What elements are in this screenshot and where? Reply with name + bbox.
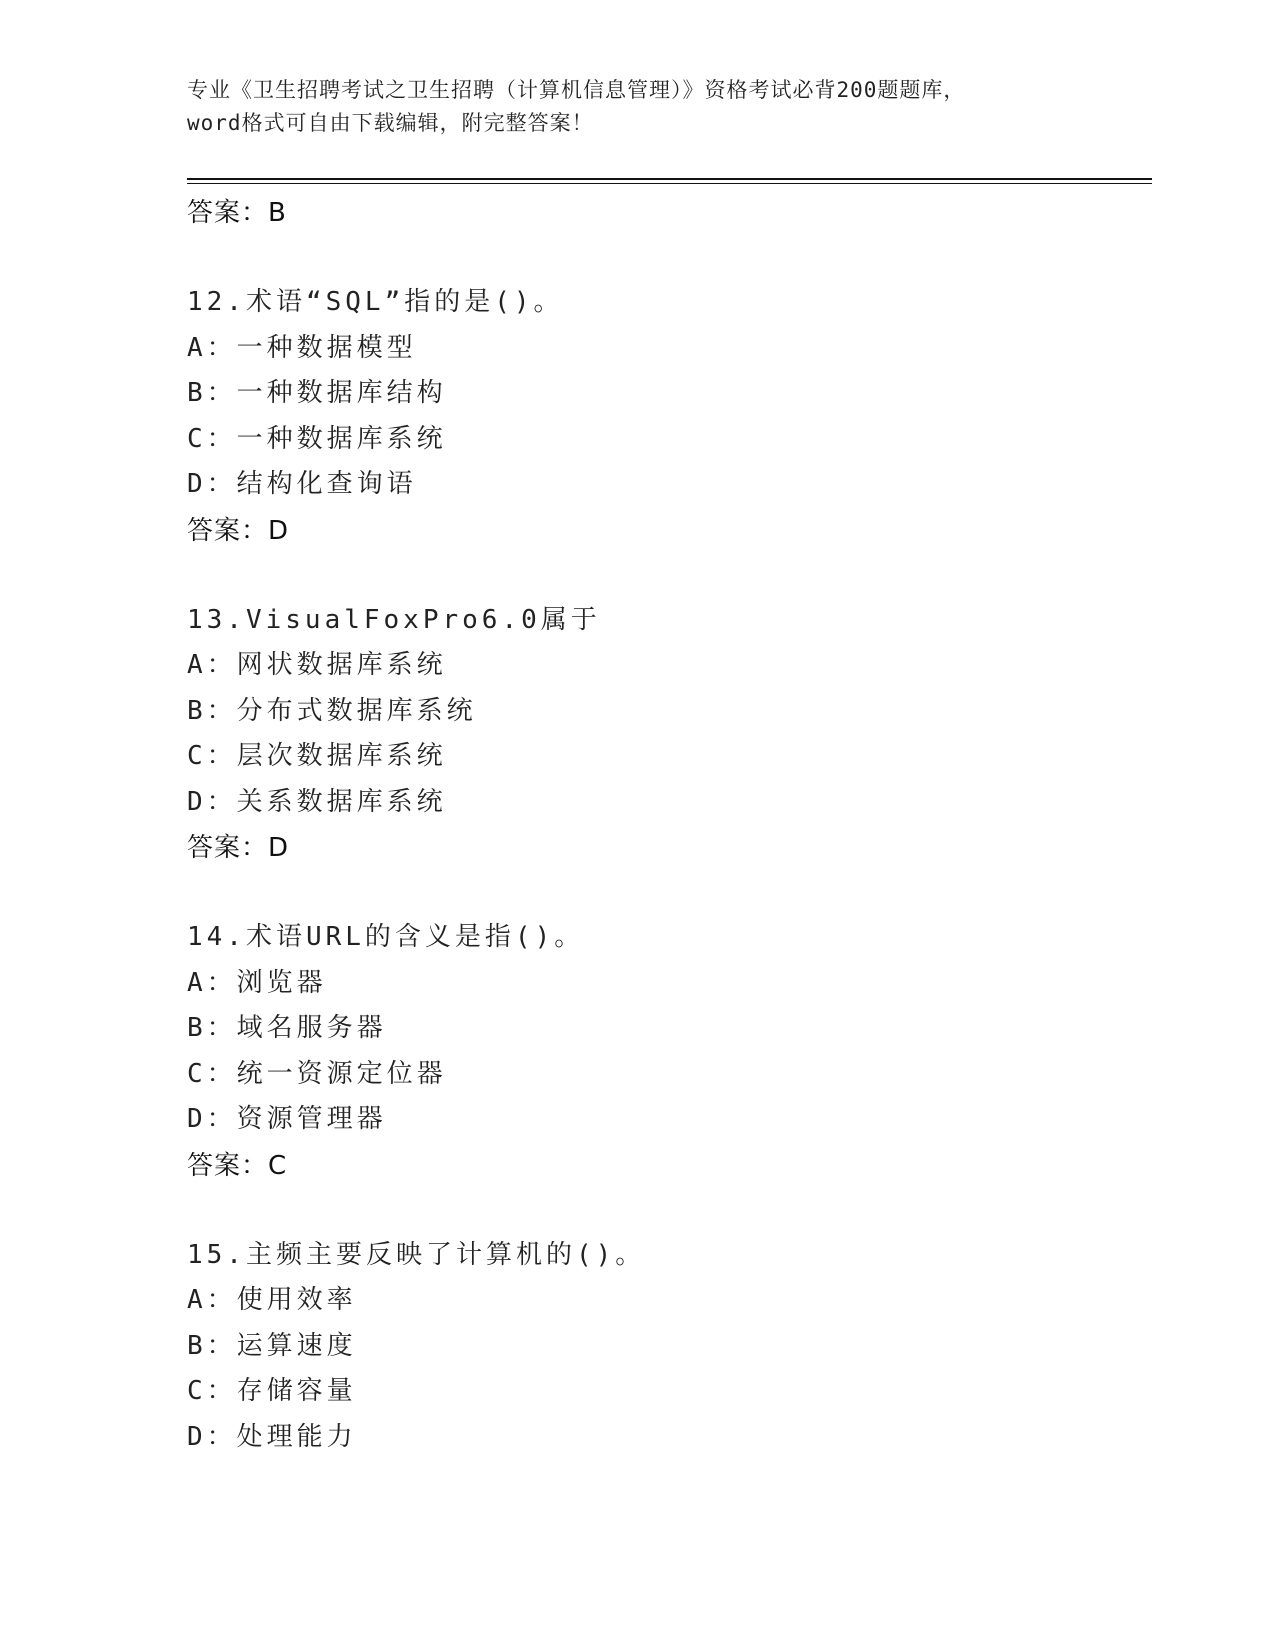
question-stem: 14.术语URL的含义是指()。	[187, 922, 585, 952]
option-a: A：网状数据库系统	[187, 650, 447, 680]
option-b: B：域名服务器	[187, 1013, 387, 1043]
option-d: D：关系数据库系统	[187, 786, 447, 817]
question-stem: 12.术语“SQL”指的是()。	[187, 287, 564, 317]
question-stem: 13.VisualFoxPro6.0属于	[187, 604, 601, 635]
option-b: B：运算速度	[187, 1330, 357, 1361]
option-a: A：浏览器	[187, 967, 327, 998]
header-line-2: word格式可自由下载编辑，附完整答案！	[187, 111, 594, 135]
option-b: B：一种数据库结构	[187, 378, 447, 408]
question-list	[187, 190, 1147, 1460]
header-divider-thin	[187, 183, 1152, 184]
header-divider-thick	[187, 178, 1152, 180]
question-stem: 15.主频主要反映了计算机的()。	[187, 1239, 646, 1270]
answer-label: 答案：C	[187, 1150, 288, 1181]
answer-label: 答案：D	[187, 515, 290, 546]
header-line-1: 专业《卫生招聘考试之卫生招聘（计算机信息管理）》资格考试必背200题题库，	[187, 78, 966, 102]
option-c: C：统一资源定位器	[187, 1058, 447, 1089]
option-a: A：一种数据模型	[187, 332, 417, 363]
document-header	[187, 74, 1087, 140]
question-item	[187, 598, 1147, 872]
option-d: D：资源管理器	[187, 1104, 387, 1134]
question-item	[187, 915, 1147, 1189]
option-c: C：层次数据库系统	[187, 741, 447, 771]
option-c: C：存储容量	[187, 1376, 357, 1406]
question-item	[187, 280, 1147, 554]
answer-label: 答案：D	[187, 833, 290, 863]
question-item	[187, 1233, 1147, 1461]
answer-label: 答案：B	[187, 198, 287, 228]
option-d: D：结构化查询语	[187, 469, 417, 499]
option-d: D：处理能力	[187, 1421, 357, 1452]
option-c: C：一种数据库系统	[187, 423, 447, 454]
option-b: B：分布式数据库系统	[187, 695, 477, 726]
option-a: A：使用效率	[187, 1285, 357, 1315]
